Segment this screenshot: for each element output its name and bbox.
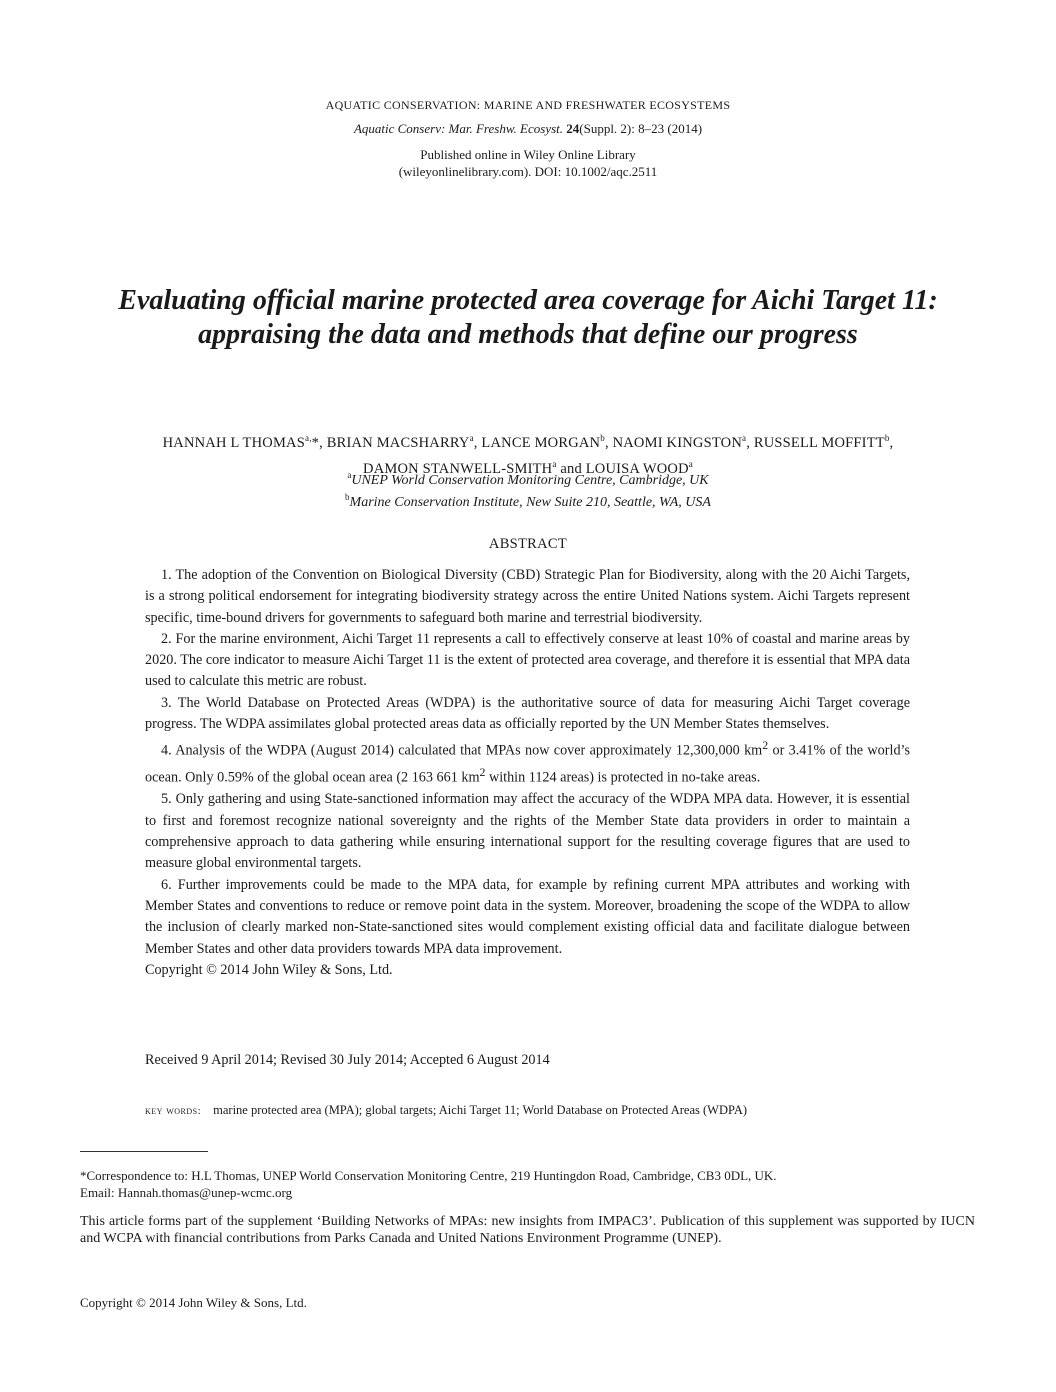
- affiliation-text: UNEP World Conservation Monitoring Centre, Cambridge, UK: [351, 473, 709, 488]
- citation-volume: 24: [566, 121, 580, 136]
- author-affiliation-mark: a: [688, 459, 693, 469]
- author: LOUISA WOOD: [585, 461, 689, 477]
- author: RUSSELL MOFFITT: [753, 435, 885, 451]
- supplement-note: This article forms part of the supplement ‘Building Networks of MPAs: new insights from IMPAC3’. Publication of this supplement was supported by IUCN and WCPA with financial contributions from Parks Canada and United Nations Environment Programme (UNEP).: [80, 1214, 975, 1246]
- author-separator: *,: [311, 435, 327, 451]
- abstract-text: 4. Analysis of the WDPA (August 2014) calculated that MPAs now cover approximately 12,300,000 km: [161, 743, 763, 760]
- correspondence-note: [80, 1167, 980, 1201]
- abstract-paragraph: 2. For the marine environment, Aichi Target 11 represents a call to effectively conserve at least 10% of coastal and marine areas by 2020. The core indicator to measure Aichi Target 11 is the extent of protected area coverage, and therefore it is essential that MPA data used to calculate this metric are robust.: [145, 630, 910, 690]
- publication-info: [0, 146, 1056, 180]
- abstract-copyright: Copyright © 2014 John Wiley & Sons, Ltd.: [145, 961, 393, 978]
- affiliation-mark: b: [345, 492, 350, 502]
- keywords-text: marine protected area (MPA); global targets; Aichi Target 11; World Database on Protected Areas (WDPA): [213, 1103, 748, 1117]
- received-dates: Received 9 April 2014; Revised 30 July 2014; Accepted 6 August 2014: [145, 1052, 550, 1068]
- author: LANCE MORGAN: [481, 435, 601, 451]
- abstract-paragraph: 5. Only gathering and using State-sanctioned information may affect the accuracy of the WDPA MPA data. However, it is essential to first and foremost recognize national sovereignty and the rights of the Member State data providers in order to maintain a comprehensive approach to data gathering while ensuring international support for the resulting coverage figures that are used to measure global environmental targets.: [145, 791, 910, 872]
- author-separator: and: [556, 461, 586, 477]
- citation-rest: (Suppl. 2): 8–23 (2014): [579, 121, 703, 136]
- author-affiliation-mark: b: [884, 433, 890, 443]
- keywords: [145, 1103, 910, 1118]
- page-copyright: Copyright © 2014 John Wiley & Sons, Ltd.: [80, 1295, 307, 1310]
- affiliation-a: [0, 470, 1056, 489]
- abstract-paragraph: [145, 735, 910, 789]
- abstract-paragraph: 6. Further improvements could be made to the MPA data, for example by refining current MPA attributes and working with Member States and conventions to reduce or remove point data in the system. Moreover, broadening the scope of the WDPA to allow the inclusion of clearly marked non-State-sanctioned sites would complement existing official data and facilitate dialogue between Member States and other data providers towards MPA data improvement.: [145, 876, 910, 957]
- article-title: Evaluating official marine protected area coverage for Aichi Target 11: appraising the data and methods that define our progress: [118, 285, 938, 350]
- abstract-text: within 1124 areas) is protected in no-take areas.: [485, 770, 761, 787]
- journal-citation: [0, 121, 1056, 137]
- superscript: 2: [762, 738, 769, 753]
- doi-line[interactable]: (wileyonlinelibrary.com). DOI: 10.1002/aqc.2511: [398, 164, 658, 179]
- author: BRIAN MACSHARRY: [326, 435, 470, 451]
- citation-journal: Aquatic Conserv: Mar. Freshw. Ecosyst.: [353, 121, 564, 136]
- author-separator: ,: [604, 435, 613, 451]
- abstract-paragraph: 1. The adoption of the Convention on Biological Diversity (CBD) Strategic Plan for Biodiversity, along with the 20 Aichi Targets, is a strong political endorsement for integrating biodiversity strategy across the entire United Nations system. Aichi Targets represent specific, time-bound drivers for governments to safeguard both marine and terrestrial biodiversity.: [145, 567, 910, 626]
- author-separator: ,: [889, 435, 894, 451]
- author-affiliation-mark: a: [552, 459, 557, 469]
- author-separator: ,: [746, 435, 754, 451]
- affiliation-text: Marine Conservation Institute, New Suite 210, Seattle, WA, USA: [349, 495, 711, 510]
- abstract-text: or 3.41% of the world’s ocean. Only 0.59% of the global ocean area (2 163 661 km: [145, 743, 910, 787]
- abstract-heading: ABSTRACT: [488, 536, 568, 552]
- abstract-body: [145, 565, 910, 981]
- correspondence-email[interactable]: Email: Hannah.thomas@unep-wcmc.org: [80, 1185, 293, 1200]
- affiliation-b: [0, 492, 1056, 511]
- footnote-divider: [80, 1151, 208, 1152]
- abstract-paragraph: 3. The World Database on Protected Areas (WDPA) is the authoritative source of data for measuring Aichi Target coverage progress. The WDPA assimilates global protected areas data as officially reported by the UN Member States themselves.: [145, 694, 910, 733]
- author: NAOMI KINGSTON: [612, 435, 742, 451]
- author-affiliation-mark: a: [742, 433, 747, 443]
- journal-name: AQUATIC CONSERVATION: MARINE AND FRESHWATER ECOSYSTEMS: [325, 98, 731, 112]
- author-affiliation-mark: a,: [305, 433, 312, 443]
- superscript: 2: [479, 765, 486, 780]
- author-separator: ,: [473, 435, 482, 451]
- author: DAMON STANWELL-SMITH: [363, 461, 553, 477]
- keywords-label: key words:: [145, 1105, 202, 1117]
- author-affiliation-mark: b: [600, 433, 605, 443]
- published-line-1: Published online in Wiley Online Library: [420, 147, 636, 162]
- author-affiliation-mark: a: [469, 433, 474, 443]
- author: HANNAH L THOMAS: [162, 435, 305, 451]
- correspondence-address: *Correspondence to: H.L Thomas, UNEP World Conservation Monitoring Centre, 219 Huntingdon Road, Cambridge, CB3 0DL, UK.: [80, 1168, 777, 1183]
- affiliation-mark: a: [347, 470, 352, 480]
